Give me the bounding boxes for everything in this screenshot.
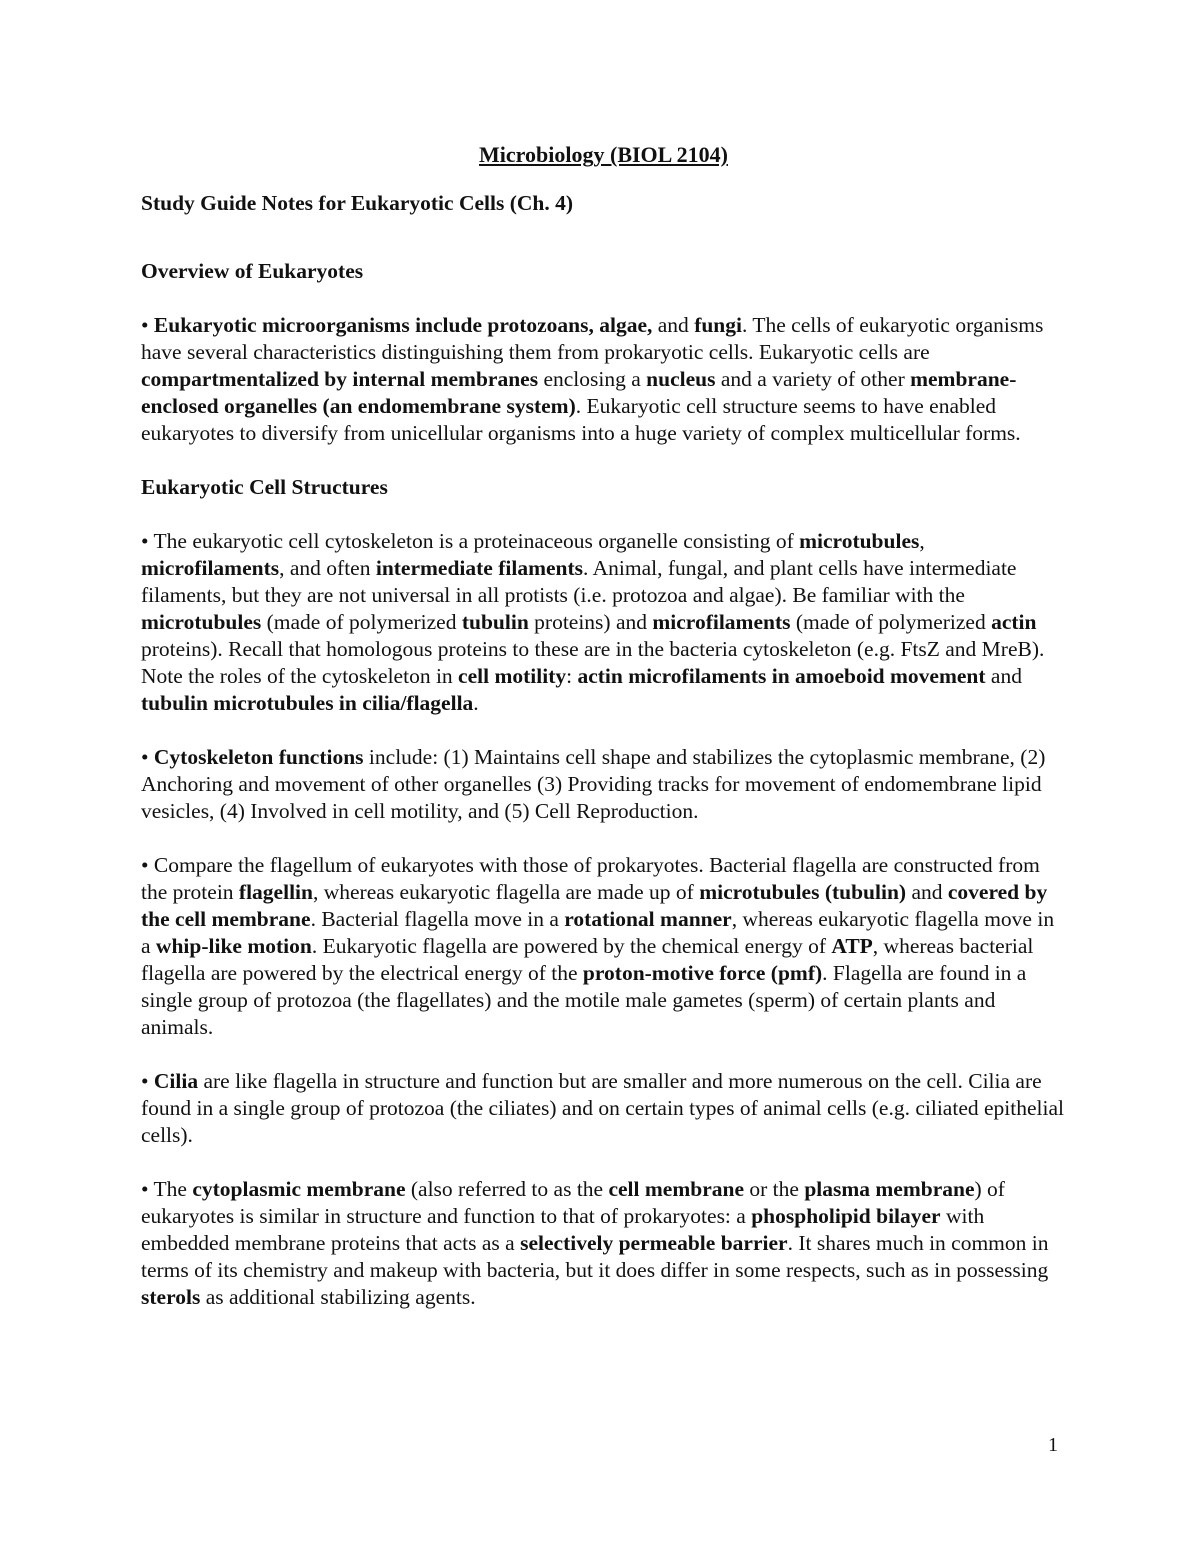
text-run: , whereas eukaryotic flagella are made up of <box>312 880 700 904</box>
text-run: and <box>985 664 1022 688</box>
bold-term: microtubules <box>799 529 920 553</box>
document-body <box>141 140 1066 1338</box>
bold-term: plasma membrane <box>804 1177 975 1201</box>
bold-term: actin <box>991 610 1037 634</box>
bold-term: cell motility <box>458 664 567 688</box>
bold-term: flagellin <box>238 880 313 904</box>
text-run: . Bacterial flagella move in a <box>310 907 565 931</box>
text-run: , whereas bacterial flagella are powered by the electrical energy of the <box>141 934 1034 985</box>
text-run: ) of eukaryotes is similar in structure and function to that of prokaryotes: a <box>141 1177 1005 1228</box>
text-run: and <box>906 880 948 904</box>
bold-term: Cilia <box>153 1069 199 1093</box>
text-run: • <box>141 1069 154 1093</box>
bold-term: proton-motive force (pmf) <box>582 961 823 985</box>
text-run: proteins). Recall that homologous proteins to these are in the bacteria cytoskeleton (e.g. FtsZ and MreB). Note the roles of the cytoskeleton in <box>141 637 1045 688</box>
bold-term: microtubules (tubulin) <box>699 880 907 904</box>
text-run: as additional stabilizing agents. <box>200 1285 476 1309</box>
bullet-paragraph <box>141 528 1066 717</box>
bullet-paragraph <box>141 312 1066 447</box>
bold-term: membrane-enclosed organelles (an endomembrane system) <box>141 367 1017 418</box>
text-run: • The eukaryotic cell cytoskeleton is a proteinaceous organelle consisting of <box>141 529 800 553</box>
bold-term: tubulin microtubules in cilia/flagella <box>141 691 474 715</box>
text-run: proteins) and <box>528 610 653 634</box>
bold-term: tubulin <box>461 610 529 634</box>
bold-term: whip-like motion <box>155 934 312 958</box>
text-run: with embedded membrane proteins that acts as a <box>141 1204 985 1255</box>
bold-term: fungi <box>694 313 742 337</box>
text-run: (made of polymerized <box>261 610 462 634</box>
bold-term: rotational manner <box>564 907 732 931</box>
bold-term: Eukaryotic microorganisms include protozoans, algae, <box>153 313 653 337</box>
text-run: . <box>473 691 479 715</box>
text-run: (made of polymerized <box>790 610 992 634</box>
text-run: include: (1) Maintains cell shape and stabilizes the cytoplasmic membrane, (2) Anchoring and movement of other organelles (3) Providing tracks for movement of endomembrane lipid vesicles, (4) Involved in cell motility, and (5) Cell Reproduction. <box>141 745 1046 823</box>
page-number: 1 <box>1048 1434 1058 1456</box>
text-run: • The <box>141 1177 193 1201</box>
bold-term: sterols <box>141 1285 201 1309</box>
text-run: , whereas eukaryotic flagella move in a <box>141 907 1055 958</box>
bold-term: cytoplasmic membrane <box>192 1177 406 1201</box>
text-run: or the <box>744 1177 805 1201</box>
bold-term: actin microfilaments in amoeboid movement <box>577 664 986 688</box>
bold-term: nucleus <box>646 367 716 391</box>
section-heading: Eukaryotic Cell Structures <box>141 475 388 499</box>
text-run: , <box>919 529 925 553</box>
text-run: and a variety of other <box>715 367 911 391</box>
text-run: , and often <box>279 556 376 580</box>
bold-term: Cytoskeleton functions <box>153 745 364 769</box>
text-run: . Flagella are found in a single group of protozoa (the flagellates) and the motile male gametes (sperm) of certain plants and animals. <box>141 961 1027 1039</box>
bold-term: covered by the cell membrane <box>141 880 1048 931</box>
bold-term: ATP <box>831 934 873 958</box>
bold-term: microtubules <box>141 610 262 634</box>
text-run: . Eukaryotic cell structure seems to have enabled eukaryotes to diversify from unicellular organisms into a huge variety of complex multicellular forms. <box>141 394 1021 445</box>
document-title: Microbiology (BIOL 2104) <box>479 142 728 167</box>
bold-term: microfilaments <box>141 556 280 580</box>
bullet-paragraph <box>141 744 1066 825</box>
bold-term: cell membrane <box>608 1177 744 1201</box>
text-run: and <box>652 313 695 337</box>
bold-term: selectively permeable barrier <box>520 1231 788 1255</box>
bold-term: compartmentalized by internal membranes <box>141 367 539 391</box>
bullet-paragraph <box>141 1068 1066 1149</box>
bullet-paragraph <box>141 852 1066 1041</box>
text-run: . Eukaryotic flagella are powered by the chemical energy of <box>311 934 832 958</box>
bullet-paragraph <box>141 1176 1066 1311</box>
bold-term: phospholipid bilayer <box>751 1204 941 1228</box>
bold-term: microfilaments <box>652 610 791 634</box>
text-run: . Animal, fungal, and plant cells have intermediate filaments, but they are not universal in all protists (i.e. protozoa and algae). Be familiar with the <box>141 556 1017 607</box>
text-run: • Compare the flagellum of eukaryotes with those of prokaryotes. Bacterial flagella are constructed from the protein <box>141 853 1040 904</box>
bold-term: intermediate filaments <box>375 556 584 580</box>
sections-container <box>141 258 1066 1311</box>
text-run: enclosing a <box>538 367 647 391</box>
text-run: are like flagella in structure and function but are smaller and more numerous on the cell. Cilia are found in a single group of protozoa (the ciliates) and on certain types of animal cells (e.g. ciliated epithelial cells). <box>141 1069 1064 1147</box>
text-run: • <box>141 313 154 337</box>
text-run: • <box>141 745 154 769</box>
text-run: : <box>566 664 578 688</box>
text-run: . It shares much in common in terms of its chemistry and makeup with bacteria, but it does differ in some respects, such as in possessing <box>141 1231 1049 1282</box>
text-run: (also referred to as the <box>405 1177 609 1201</box>
section-heading: Overview of Eukaryotes <box>141 259 364 283</box>
text-run: . The cells of eukaryotic organisms have several characteristics distinguishing them from prokaryotic cells. Eukaryotic cells are <box>141 313 1044 364</box>
document-subtitle: Study Guide Notes for Eukaryotic Cells (Ch. 4) <box>141 191 574 215</box>
